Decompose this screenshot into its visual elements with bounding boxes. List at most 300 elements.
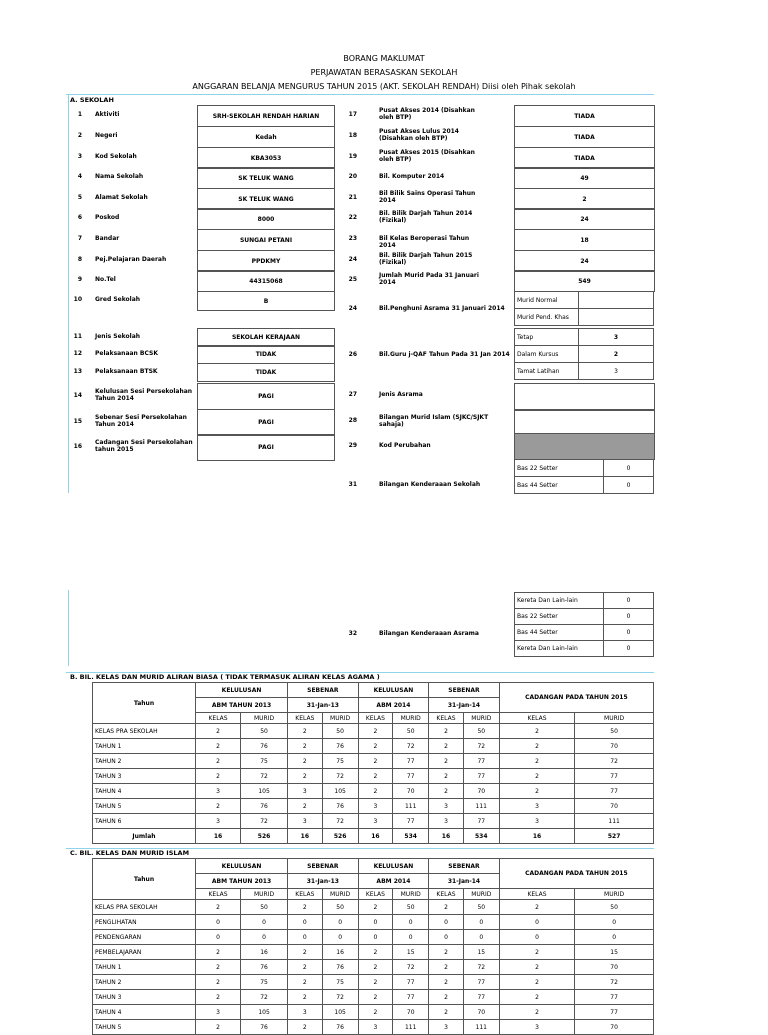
table-b-cell: 77	[463, 814, 499, 829]
cyan-rule-top	[66, 94, 654, 95]
item-32-k-1: Bas 22 Setter	[515, 609, 604, 625]
table-b-subhead-murid: MURID	[393, 713, 429, 724]
table-b-cell: 3	[288, 784, 323, 799]
item-17-value: TIADA	[514, 105, 655, 127]
table-c-cell: 76	[322, 960, 358, 975]
item-6-no: 6	[77, 214, 82, 221]
table-c-cell: 2	[288, 900, 323, 915]
table-c-group-top-3: SEBENAR	[429, 859, 500, 874]
item-5-label: Alamat Sekolah	[95, 194, 148, 201]
item-24b-table	[514, 291, 654, 326]
table-c-row-label: PENGLIHATAN	[93, 915, 196, 930]
section-a-title: A. SEKOLAH	[70, 96, 114, 104]
item-7-label: Bandar	[95, 235, 120, 242]
table-b-cell: 70	[463, 784, 499, 799]
table-row	[93, 754, 654, 769]
item-1-label: Aktiviti	[95, 111, 120, 118]
table-c-row-label: KELAS PRA SEKOLAH	[93, 900, 196, 915]
table-row	[93, 799, 654, 814]
table-c-cell: 77	[463, 975, 499, 990]
table-c-row-label: TAHUN 1	[93, 960, 196, 975]
item-32-k-2: Bas 44 Setter	[515, 625, 604, 641]
item-3-value: KBA3053	[197, 147, 335, 169]
item-20-no: 20	[348, 173, 357, 180]
table-c-cell: 2	[288, 990, 323, 1005]
item-32-label: Bilangan Kenderaaan Asrama	[379, 630, 479, 637]
table-c-cell: 2	[499, 975, 574, 990]
table-row	[93, 900, 654, 915]
table-b-group-sub-3: 31-Jan-14	[429, 698, 500, 713]
table-c-group-top-1: SEBENAR	[288, 859, 359, 874]
table-c-cell: 75	[322, 975, 358, 990]
table-c-cell: 72	[463, 960, 499, 975]
table-c-cell: 0	[241, 930, 288, 945]
table-b-cell: 2	[288, 724, 323, 739]
table-c-cell: 50	[575, 900, 654, 915]
table-c-cell: 3	[499, 1020, 574, 1035]
item-4-label: Nama Sekolah	[95, 173, 144, 180]
table-c-cell: 2	[196, 945, 241, 960]
table-b-total-cell: 16	[358, 829, 393, 844]
table-b-cell: 50	[322, 724, 358, 739]
item-15-label: Sebenar Sesi Persekolahan Tahun 2014	[95, 413, 187, 428]
table-c-cell: 0	[322, 915, 358, 930]
table-b-cell: 2	[358, 724, 393, 739]
table-c-cell: 50	[241, 900, 288, 915]
table-row	[93, 814, 654, 829]
table-c-cell: 3	[429, 1020, 464, 1035]
item-17-label: Pusat Akses 2014 (Disahkan oleh BTP)	[379, 107, 475, 121]
table-c-cell: 15	[463, 945, 499, 960]
table-b-cell: 2	[499, 739, 574, 754]
item-24b-label: Bil.Penghuni Asrama 31 Januari 2014	[379, 305, 505, 312]
table-c-cell: 3	[358, 1020, 393, 1035]
table-b-group-top-4: CADANGAN PADA TAHUN 2015	[499, 683, 653, 713]
table-c-cell: 0	[463, 915, 499, 930]
table-c-cell: 15	[575, 945, 654, 960]
table-c-cell: 2	[429, 1005, 464, 1020]
item-16-label: Cadangan Sesi Persekolahan tahun 2015	[95, 438, 193, 453]
table-b-subhead-murid: MURID	[575, 713, 654, 724]
table-b-cell: 3	[196, 814, 241, 829]
table-c-subhead-kelas: KELAS	[288, 889, 323, 900]
table-b-group-top-2: KELULUSAN	[358, 683, 429, 698]
table-c-cell: 0	[358, 915, 393, 930]
table-row	[93, 960, 654, 975]
table-c-cell: 0	[288, 930, 323, 945]
table-c-subhead-murid: MURID	[322, 889, 358, 900]
table-c-row-label: PENDENGARAN	[93, 930, 196, 945]
item-22-label: Bil. Bilik Darjah Tahun 2014 (Fizikal)	[379, 210, 473, 224]
table-c-group-top-4: CADANGAN PADA TAHUN 2015	[499, 859, 653, 889]
item-25-value: 549	[514, 270, 655, 292]
table-b-total-label: Jumlah	[93, 829, 196, 844]
item-2-label: Negeri	[95, 132, 118, 139]
table-b-cell: 2	[196, 754, 241, 769]
table-c-cell: 0	[429, 915, 464, 930]
table-b-cell: 3	[288, 814, 323, 829]
item-25-label: Jumlah Murid Pada 31 Januari 2014	[379, 272, 479, 286]
table-c-group-top-0: KELULUSAN	[196, 859, 288, 874]
table-b-group-sub-1: 31-Jan-13	[288, 698, 359, 713]
table-b-cell: 50	[575, 724, 654, 739]
table-c-cell: 2	[429, 960, 464, 975]
table-c-cell: 3	[288, 1005, 323, 1020]
item-7-no: 7	[77, 235, 82, 242]
table-c-cell: 16	[241, 945, 288, 960]
item-26-k-1: Dalam Kursus	[515, 346, 579, 363]
item-12-no: 12	[73, 349, 82, 357]
table-b-subhead-murid: MURID	[241, 713, 288, 724]
table-c-cell: 70	[463, 1005, 499, 1020]
table-c-cell: 0	[241, 915, 288, 930]
table-c-cell: 77	[575, 1005, 654, 1020]
table-c-row-label: PEMBELAJARAN	[93, 945, 196, 960]
table-c-subhead-murid: MURID	[393, 889, 429, 900]
item-24-label: Bil. Bilik Darjah Tahun 2015 (Fizikal)	[379, 252, 473, 266]
cyan-rule-left-2	[68, 590, 69, 666]
item-22-no: 22	[348, 214, 357, 221]
table-b-cell: 50	[463, 724, 499, 739]
table-b-cell: 77	[463, 769, 499, 784]
table-b-subhead-kelas: KELAS	[288, 713, 323, 724]
table-b-subhead-kelas: KELAS	[499, 713, 574, 724]
item-32-k-0: Kereta Dan Lain-lain	[515, 593, 604, 609]
table-c-cell: 70	[575, 1020, 654, 1035]
table-b-cell: 2	[499, 754, 574, 769]
item-13-value: TIDAK	[197, 363, 335, 382]
item-9-value: 44315068	[197, 270, 335, 292]
table-b-cell: 2	[429, 754, 464, 769]
item-21-no: 21	[348, 194, 357, 201]
table-b-total-cell: 534	[393, 829, 429, 844]
table-c-cell: 2	[196, 900, 241, 915]
table-b-cell: 2	[429, 769, 464, 784]
table-b-cell: 3	[358, 814, 393, 829]
item-1-no: 1	[77, 111, 82, 118]
table-c-cell: 72	[393, 960, 429, 975]
item-32-v-0: 0	[604, 593, 654, 609]
item-14-label: Kelulusan Sesi Persekolahan Tahun 2014	[95, 387, 193, 402]
item-10-value: B	[197, 291, 335, 311]
table-c-cell: 72	[241, 990, 288, 1005]
item-7-value: SUNGAI PETANI	[197, 229, 335, 251]
table-c-subhead-murid: MURID	[575, 889, 654, 900]
form-subtitle: PERJAWATAN BERASASKAN SEKOLAH	[310, 68, 458, 77]
item-29-label: Kod Perubahan	[379, 442, 431, 449]
item-4-no: 4	[77, 173, 82, 180]
item-31-v-0: 0	[604, 460, 654, 477]
table-c-subhead-kelas: KELAS	[499, 889, 574, 900]
table-c-cell: 111	[393, 1020, 429, 1035]
table-c-row-label: TAHUN 4	[93, 1005, 196, 1020]
item-8-value: PPDKMY	[197, 250, 335, 272]
table-c-subhead-murid: MURID	[241, 889, 288, 900]
table-c-cell: 15	[393, 945, 429, 960]
item-23-value: 18	[514, 229, 655, 251]
item-9-label: No.Tel	[95, 276, 116, 283]
table-b-row-label: KELAS PRA SEKOLAH	[93, 724, 196, 739]
table-c-cell: 0	[196, 930, 241, 945]
table-c-group-sub-1: 31-Jan-13	[288, 874, 359, 889]
item-26-label: Bil.Guru j-QAF Tahun Pada 31 Jan 2014	[379, 351, 510, 358]
item-19-label: Pusat Akses 2015 (Disahkan oleh BTP)	[379, 149, 475, 163]
table-b-cell: 72	[393, 739, 429, 754]
table-c-cell: 0	[393, 915, 429, 930]
table-b-cell: 50	[393, 724, 429, 739]
table-c-subhead-kelas: KELAS	[196, 889, 241, 900]
item-20-label: Bil. Komputer 2014	[379, 173, 445, 180]
table-b-total-cell: 16	[499, 829, 574, 844]
table-row	[93, 930, 654, 945]
table-c-cell: 0	[196, 915, 241, 930]
table-c-cell: 2	[358, 1005, 393, 1020]
item-21-value: 2	[514, 188, 655, 210]
table-c-cell: 2	[499, 945, 574, 960]
table-b-row-label: TAHUN 5	[93, 799, 196, 814]
table-c-cell: 0	[499, 930, 574, 945]
item-31-label: Bilangan Kenderaaan Sekolah	[379, 481, 481, 488]
table-b-cell: 3	[429, 814, 464, 829]
table-c-cell: 0	[288, 915, 323, 930]
table-b-cell: 2	[288, 754, 323, 769]
item-14-value: PAGI	[197, 383, 335, 410]
item-32-no: 32	[348, 630, 357, 637]
table-c-group-sub-0: ABM TAHUN 2013	[196, 874, 288, 889]
table-b-cell: 2	[358, 769, 393, 784]
table-b-cell: 77	[463, 754, 499, 769]
item-16-no: 16	[73, 442, 82, 450]
item-19-value: TIADA	[514, 147, 655, 169]
table-b-group-sub-0: ABM TAHUN 2013	[196, 698, 288, 713]
table-b-cell: 70	[393, 784, 429, 799]
table-b-group-top-0: KELULUSAN	[196, 683, 288, 698]
table-c-cell: 0	[575, 930, 654, 945]
item-8-label: Pej.Pelajaran Daerah	[95, 256, 167, 263]
item-25-no: 25	[348, 276, 357, 283]
table-c-cell: 2	[429, 975, 464, 990]
item-20-value: 49	[514, 167, 655, 189]
table-c-cell: 2	[288, 1020, 323, 1035]
table-row	[93, 739, 654, 754]
form-title: BORANG MAKLUMAT	[343, 54, 425, 63]
table-c-cell: 2	[196, 1020, 241, 1035]
item-24b-val-1	[579, 309, 654, 326]
item-12-value: TIDAK	[197, 345, 335, 364]
table-b-cell: 2	[358, 784, 393, 799]
table-c-row-label: TAHUN 5	[93, 1020, 196, 1035]
item-18-no: 18	[348, 132, 357, 139]
item-26-v-1: 2	[579, 346, 654, 363]
table-b-row-label: TAHUN 1	[93, 739, 196, 754]
item-26-k-2: Tamat Latihan	[515, 363, 579, 380]
table-row	[93, 990, 654, 1005]
table-b-cell: 2	[288, 739, 323, 754]
table-b-cell: 2	[499, 784, 574, 799]
table-b-cell: 72	[575, 754, 654, 769]
table-row	[93, 945, 654, 960]
item-5-no: 5	[77, 194, 82, 201]
table-b-cell: 76	[241, 739, 288, 754]
table-c-cell: 2	[288, 975, 323, 990]
table-c-cell: 75	[241, 975, 288, 990]
item-31-no: 31	[348, 481, 357, 488]
table-c-cell: 105	[322, 1005, 358, 1020]
item-5-value: SK TELUK WANG	[197, 188, 335, 210]
table-c-cell: 0	[322, 930, 358, 945]
table-c-col-tahun: Tahun	[93, 859, 196, 900]
section-c-table	[92, 858, 654, 1035]
table-b-cell: 111	[575, 814, 654, 829]
table-c-cell: 76	[241, 1020, 288, 1035]
item-11-value: SEKOLAH KERAJAAN	[197, 328, 335, 347]
table-b-cell: 2	[288, 799, 323, 814]
item-2-value: Kedah	[197, 126, 335, 148]
item-24b-row-1: Murid Pend. Khas	[515, 309, 579, 326]
item-26-k-0: Tetap	[515, 329, 579, 346]
table-b-cell: 2	[288, 769, 323, 784]
table-c-group-sub-3: 31-Jan-14	[429, 874, 500, 889]
table-c-cell: 70	[575, 960, 654, 975]
table-c-cell: 76	[322, 1020, 358, 1035]
table-b-cell: 77	[575, 769, 654, 784]
form-heading	[0, 82, 768, 91]
item-19-no: 19	[348, 153, 357, 160]
table-b-total-cell: 526	[322, 829, 358, 844]
item-24b-row-0: Murid Normal	[515, 292, 579, 309]
form-heading-main: ANGGARAN BELANJA MENGURUS TAHUN 2015 (AKT. SEKOLAH RENDAH)	[192, 82, 480, 91]
table-c-cell: 2	[358, 960, 393, 975]
table-c-cell: 50	[393, 900, 429, 915]
item-6-value: 8000	[197, 208, 335, 230]
item-3-label: Kod Sekolah	[95, 153, 137, 160]
table-b-total-cell: 16	[196, 829, 241, 844]
item-2-no: 2	[77, 132, 82, 139]
table-b-total-row	[93, 829, 654, 844]
table-b-subhead-kelas: KELAS	[358, 713, 393, 724]
table-c-cell: 2	[358, 900, 393, 915]
table-row	[93, 784, 654, 799]
table-b-total-cell: 534	[463, 829, 499, 844]
item-17-no: 17	[348, 111, 357, 118]
table-b-cell: 3	[196, 784, 241, 799]
table-c-cell: 2	[358, 945, 393, 960]
table-b-cell: 105	[322, 784, 358, 799]
table-b-cell: 3	[429, 799, 464, 814]
table-c-cell: 50	[322, 900, 358, 915]
item-3-no: 3	[77, 153, 82, 160]
table-b-cell: 111	[463, 799, 499, 814]
table-row	[93, 975, 654, 990]
item-32-v-1: 0	[604, 609, 654, 625]
item-32-table	[514, 592, 654, 657]
item-28-label: Bilangan Murid Islam (SJKC/SJKT sahaja)	[379, 414, 489, 428]
table-b-total-cell: 526	[241, 829, 288, 844]
table-c-cell: 0	[463, 930, 499, 945]
table-c-group-sub-2: ABM 2014	[358, 874, 429, 889]
item-12-label: Pelaksanaan BCSK	[95, 349, 158, 357]
table-b-cell: 72	[322, 814, 358, 829]
item-32-v-2: 0	[604, 625, 654, 641]
table-b-cell: 77	[393, 769, 429, 784]
item-31-k-1: Bas 44 Setter	[515, 477, 604, 494]
table-c-cell: 2	[196, 975, 241, 990]
table-b-cell: 2	[358, 754, 393, 769]
item-6-label: Poskod	[95, 214, 120, 221]
item-4-value: SK TELUK WANG	[197, 167, 335, 189]
table-c-cell: 72	[575, 975, 654, 990]
table-b-group-top-1: SEBENAR	[288, 683, 359, 698]
item-15-no: 15	[73, 417, 82, 425]
table-c-cell: 2	[196, 960, 241, 975]
table-b-cell: 70	[575, 739, 654, 754]
item-32-k-3: Kereta Dan Lain-lain	[515, 641, 604, 657]
table-b-cell: 2	[429, 724, 464, 739]
table-c-subhead-kelas: KELAS	[429, 889, 464, 900]
table-c-cell: 0	[499, 915, 574, 930]
table-b-subhead-kelas: KELAS	[196, 713, 241, 724]
table-b-cell: 2	[196, 799, 241, 814]
item-26-table	[514, 328, 654, 380]
table-c-group-top-2: KELULUSAN	[358, 859, 429, 874]
table-b-cell: 2	[196, 724, 241, 739]
table-b-total-cell: 16	[288, 829, 323, 844]
table-c-cell: 2	[288, 960, 323, 975]
table-c-cell: 2	[499, 900, 574, 915]
table-b-cell: 72	[241, 814, 288, 829]
table-b-cell: 2	[429, 784, 464, 799]
section-b-title: B. BIL. KELAS DAN MURID ALIRAN BIASA ( TIDAK TERMASUK ALIRAN KELAS AGAMA )	[70, 673, 380, 681]
table-b-row-label: TAHUN 4	[93, 784, 196, 799]
item-22-value: 24	[514, 208, 655, 230]
table-c-cell: 2	[429, 945, 464, 960]
table-b-row-label: TAHUN 6	[93, 814, 196, 829]
item-11-no: 11	[73, 332, 82, 340]
item-1-value: SRH-SEKOLAH RENDAH HARIAN	[197, 105, 335, 127]
table-c-cell: 76	[241, 960, 288, 975]
item-13-label: Pelaksanaan BTSK	[95, 367, 158, 375]
item-29-no: 29	[348, 442, 357, 449]
section-c-title: C. BIL. KELAS DAN MURID ISLAM	[70, 849, 190, 857]
table-c-cell: 2	[499, 1005, 574, 1020]
item-32-v-3: 0	[604, 641, 654, 657]
item-15-value: PAGI	[197, 409, 335, 436]
item-14-no: 14	[73, 391, 82, 399]
table-row	[93, 769, 654, 784]
table-b-cell: 2	[196, 769, 241, 784]
item-26-v-2: 3	[579, 363, 654, 380]
table-c-cell: 77	[463, 990, 499, 1005]
item-16-value: PAGI	[197, 434, 335, 461]
table-b-group-sub-2: ABM 2014	[358, 698, 429, 713]
table-b-cell: 77	[393, 754, 429, 769]
item-13-no: 13	[73, 367, 82, 375]
item-11-label: Jenis Sekolah	[95, 332, 141, 340]
table-b-cell: 76	[322, 799, 358, 814]
table-b-cell: 50	[241, 724, 288, 739]
table-c-subhead-murid: MURID	[463, 889, 499, 900]
table-b-total-cell: 527	[575, 829, 654, 844]
table-b-row-label: TAHUN 3	[93, 769, 196, 784]
table-b-cell: 77	[575, 784, 654, 799]
table-c-cell: 2	[499, 960, 574, 975]
table-b-cell: 2	[499, 769, 574, 784]
table-row	[93, 1005, 654, 1020]
table-b-cell: 76	[241, 799, 288, 814]
table-b-cell: 2	[499, 724, 574, 739]
table-b-cell: 105	[241, 784, 288, 799]
table-c-cell: 72	[322, 990, 358, 1005]
